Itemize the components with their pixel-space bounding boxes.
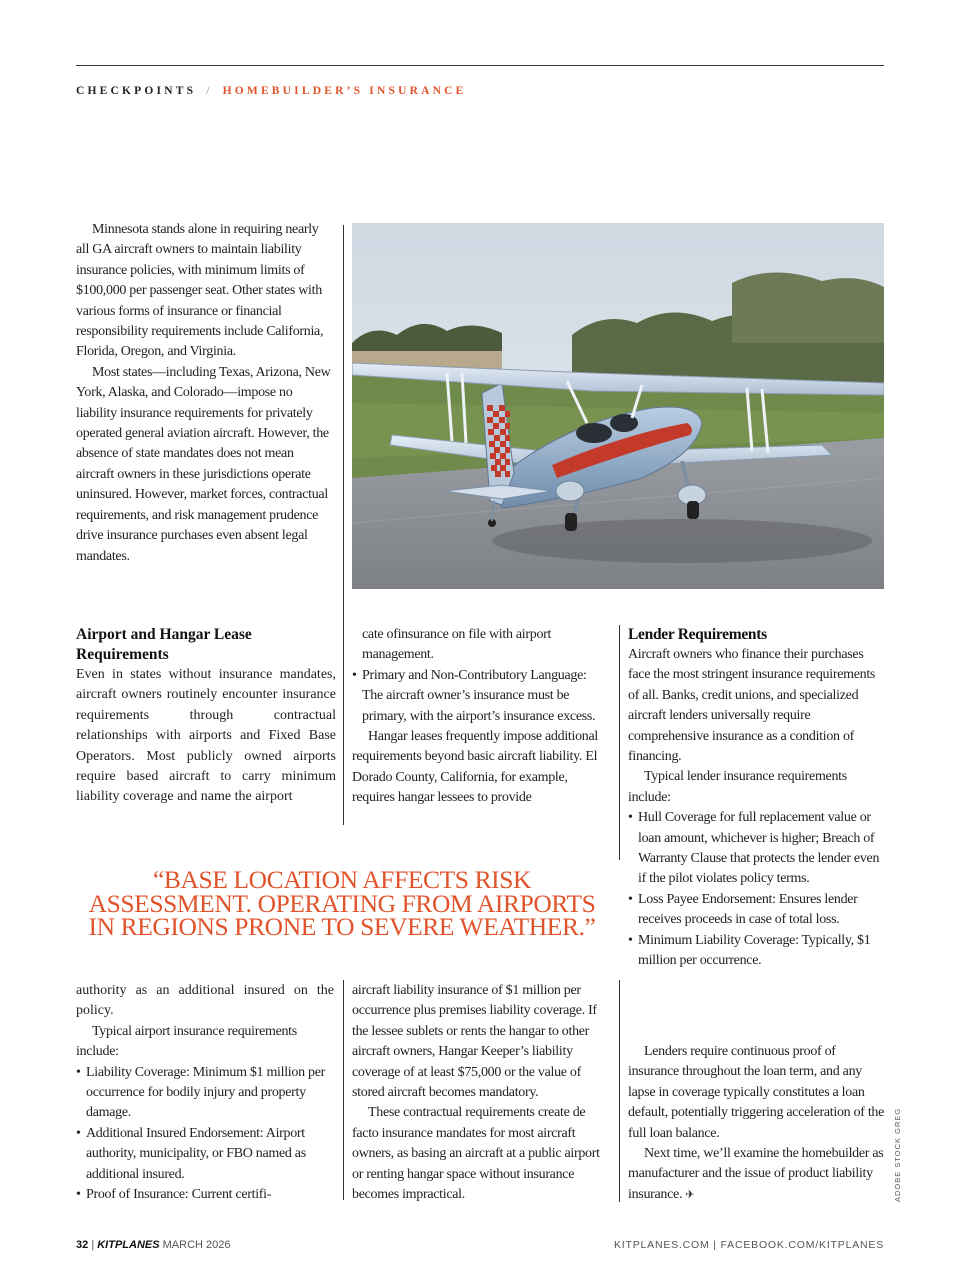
- section-separator: /: [206, 85, 213, 97]
- airport-heading-line-1: Airport and Hangar Lease: [76, 626, 252, 643]
- airport-heading-line-2: Requirements: [76, 646, 169, 663]
- photo-credit: ADOBE STOCK GREG: [893, 1107, 902, 1202]
- contract-paragraph: These contractual requirements create de facto insurance mandates for most aircraft owners, as basing an aircraft at a public airport or renting hangar space without insurance becomes impractical.: [352, 1105, 600, 1203]
- airport-paragraph-1-continued: authority as an additional insured on the policy.: [76, 983, 334, 1019]
- airport-bullet-list: [76, 1063, 334, 1206]
- top-rule: [76, 65, 884, 66]
- pull-quote: “BASE LOCATION AFFECTS RISK ASSESSMENT. OPERATING FROM AIRPORTS IN REGIONS PRONE TO SEVERE WEATHER.”: [88, 865, 596, 941]
- list-item: • Liability Coverage: Minimum $1 million per occurrence for bodily injury and property damage.: [76, 1064, 325, 1121]
- column-rule-3: [343, 980, 344, 1200]
- hangar-paragraph: Hangar leases frequently impose additional requirements beyond basic aircraft liability. El Dorado County, California, for example, requires hangar lessees to provide: [352, 729, 598, 806]
- list-item: • Additional Insured Endorsement: Airport authority, municipality, or FBO named as additional insured.: [76, 1125, 306, 1182]
- biplane-photo: [352, 223, 884, 589]
- hangar-paragraph-continued: aircraft liability insurance of $1 million per occurrence plus premises liability coverage. If the lessee sublets or rents the hangar to other aircraft owners, Hangar Keeper’s liability coverage of at least $75,000 or the value of stored aircraft becomes mandatory.: [352, 983, 597, 1101]
- lender-column-top: [628, 625, 886, 972]
- biplane-image: [352, 223, 884, 589]
- airport-heading: [76, 625, 336, 665]
- list-item: • Minimum Liability Coverage: Typically, $1 million per occurrence.: [628, 932, 871, 969]
- magazine-name: KITPLANES: [97, 1239, 160, 1251]
- lender-paragraph-4: Next time, we’ll examine the homebuilder as manufacturer and the issue of product liability insurance. ✈: [628, 1146, 884, 1202]
- list-item: • Loss Payee Endorsement: Ensures lender receives proceeds in case of total loss.: [628, 891, 858, 928]
- lender-paragraph-3: Lenders require continuous proof of insurance throughout the loan term, and any lapse in coverage typically constitutes a loan default, potentially triggering acceleration of the full loan balance.: [628, 1044, 885, 1141]
- section-title: CHECKPOINTS: [76, 85, 197, 97]
- lender-paragraph-1: Aircraft owners who finance their purchases face the most stringent insurance requirements of all. Banks, credit unions, and specialized aircraft lenders universally require comprehensive insurance as a condition of financing.: [628, 647, 876, 765]
- list-item: • Proof of Insurance: Current certifi-: [76, 1187, 272, 1203]
- section-header: [76, 85, 466, 97]
- middle-bullet-list: [352, 666, 610, 727]
- airport-section-continued: [76, 981, 334, 1205]
- lender-heading: Lender Requirements: [628, 626, 767, 643]
- footer-left: [76, 1239, 231, 1251]
- intro-paragraph-1: Minnesota stands alone in requiring nearly all GA aircraft owners to maintain liability insurance policies, with minimum limits of $100,000 per passenger seat. Other states with various forms of insurance or financial responsibility requirements include California, Florida, Oregon, and Virginia.: [76, 222, 324, 360]
- end-mark-icon: ✈: [685, 1187, 695, 1201]
- column-rule-4: [619, 980, 620, 1202]
- lender-bullet-list: [628, 808, 886, 971]
- issue-date: MARCH 2026: [162, 1239, 231, 1251]
- intro-column: [76, 220, 334, 567]
- airport-paragraph-1: Even in states without insurance mandates, aircraft owners routinely encounter insurance requirements through contractual relationships with airports and Fixed Base Operators. Most publicly owned airports require based aircraft to carry minimum liability coverage and name the airport: [76, 667, 336, 805]
- page-number: 32: [76, 1239, 89, 1251]
- section-subtitle: HOMEBUILDER’S INSURANCE: [222, 85, 467, 97]
- list-item: • Hull Coverage for full replacement value or loan amount, whichever is higher; Breach of Warranty Clause that protects the lender even if the pilot violates policy terms.: [628, 810, 880, 887]
- middle-column-bottom: [352, 981, 610, 1205]
- lender-paragraph-2: Typical lender insurance requirements include:: [628, 769, 847, 805]
- middle-continuation: cate ofinsurance on file with airport management.: [362, 627, 552, 663]
- footer-links: KITPLANES.COM | FACEBOOK.COM/KITPLANES: [613, 1239, 884, 1251]
- footer-divider: |: [91, 1239, 95, 1251]
- lender-column-bottom: [628, 1042, 886, 1205]
- middle-column-top: [352, 625, 610, 809]
- column-rule-2: [619, 625, 620, 860]
- list-item: • Primary and Non-Contributory Language: The aircraft owner’s insurance must be primary, with the airport’s insurance excess.: [352, 667, 596, 724]
- column-rule-1: [343, 225, 344, 825]
- intro-paragraph-2: Most states—including Texas, Arizona, New York, Alaska, and Colorado—impose no liability insurance requirements for privately operated general aviation aircraft. However, the absence of state mandates does not mean aircraft owners in these jurisdictions operate uninsured. However, market forces, contractual requirements, and risk management prudence drive insurance purchases even absent legal mandates.: [76, 364, 331, 564]
- airport-section: [76, 625, 336, 808]
- airport-paragraph-2: Typical airport insurance requirements include:: [76, 1023, 297, 1060]
